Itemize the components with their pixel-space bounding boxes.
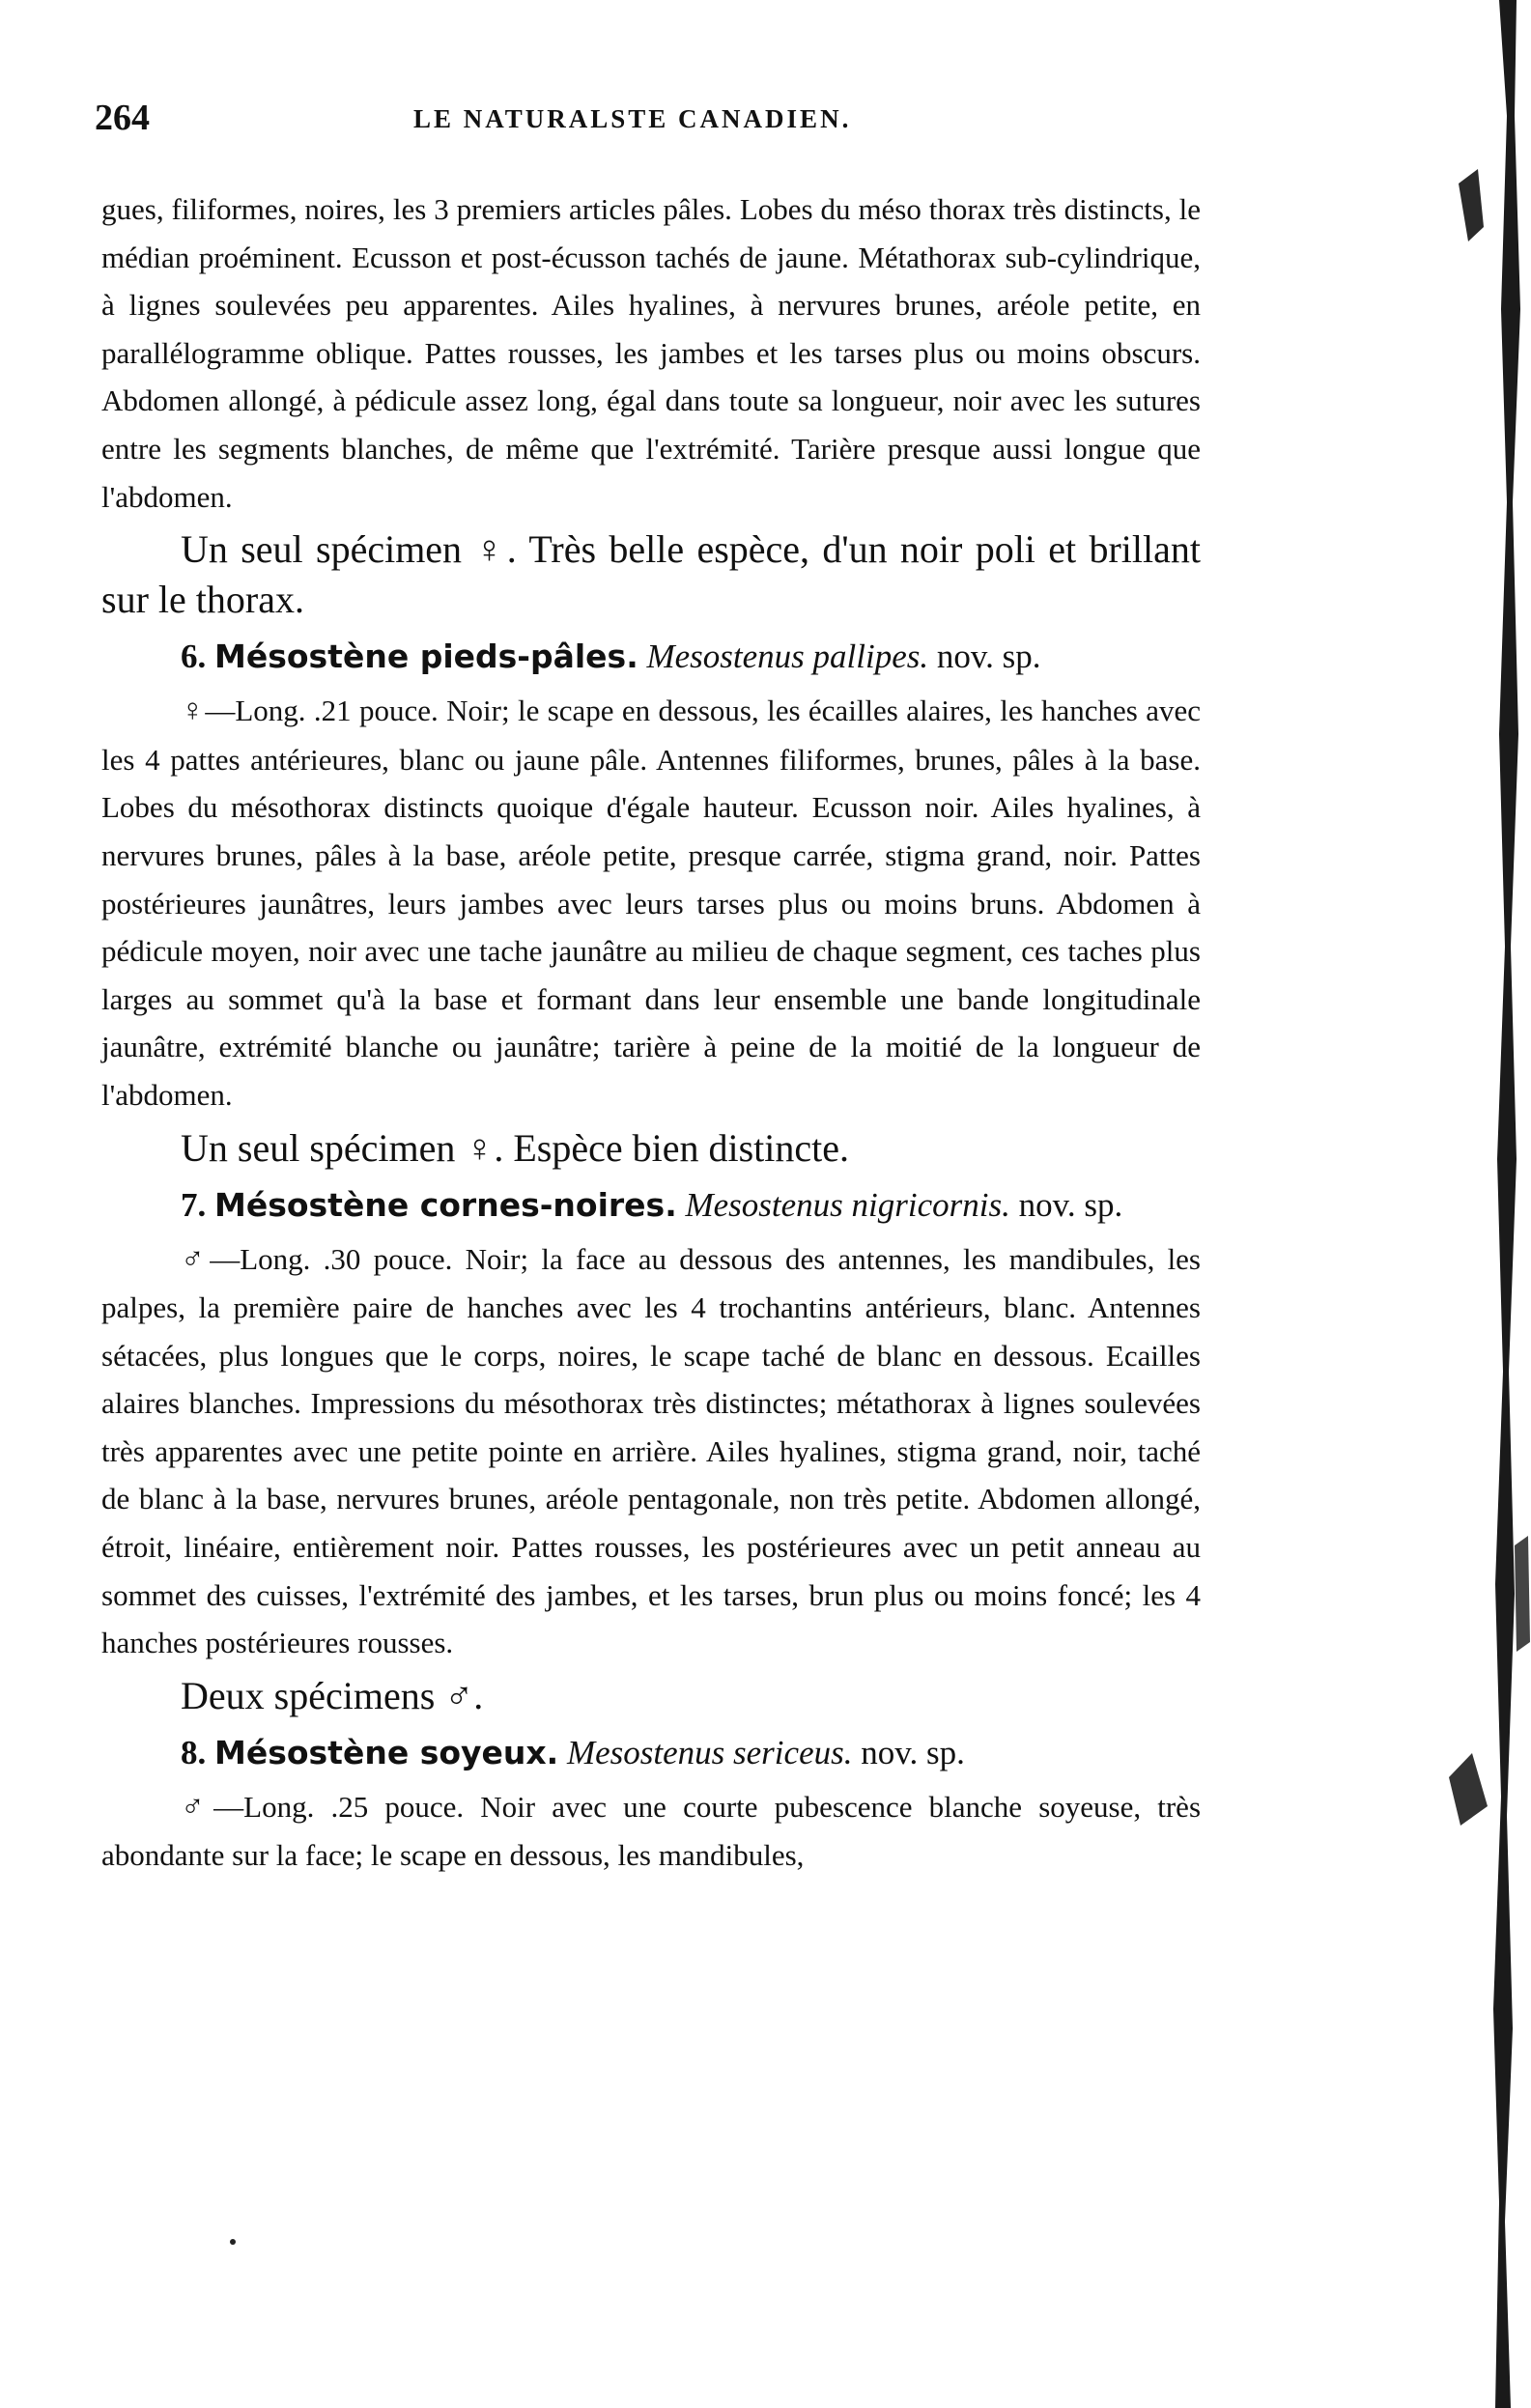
species-8-heading [101, 1727, 1201, 1779]
species-number: 7. [181, 1185, 207, 1224]
species-french-name: Mésostène pieds-pâles. [214, 637, 638, 676]
species-french-name: Mésostène soyeux. [214, 1733, 559, 1771]
species-latin-name: Mesostenus pallipes. [646, 637, 929, 676]
species-5-remark: Un seul spécimen ♀. Très belle espèce, d'un noir poli et brillant sur le thorax. [101, 527, 1201, 622]
species-7-heading [101, 1179, 1201, 1232]
species-number: 6. [181, 637, 207, 676]
species-status: nov. sp. [861, 1733, 965, 1771]
species-6-remark: Un seul spécimen ♀. Espèce bien distincte. [181, 1125, 850, 1170]
species-8-description [101, 1783, 1201, 1880]
page-header [95, 97, 1205, 145]
species-latin-name: Mesostenus nigricornis. [685, 1185, 1010, 1224]
species-7-description [101, 1235, 1201, 1667]
species-number: 8. [181, 1733, 207, 1771]
species-6-heading [101, 631, 1201, 683]
species-5-description: gues, filiformes, noires, les 3 premiers articles pâles. Lobes du méso thorax très distincts, le médian proéminent. Ecusson et post-écusson tachés de jaune. Métathorax sub-cylindrique, à lignes soulevées peu apparentes. Ailes hyalines, à nervures brunes, aréole petite, en parallélogramme oblique. Pattes rousses, les jambes et les tarses plus ou moins obscurs. Abdomen allongé, à pédicule assez long, égal dans toute sa longueur, noir avec les sutures entre les segments blanches, de même que l'extrémité. Tarière presque aussi longue que l'abdomen. [101, 192, 1201, 514]
male-symbol: ♂ [181, 1789, 214, 1825]
species-status: nov. sp. [936, 637, 1041, 676]
running-head: LE NATURALSTE CANADIEN. [413, 104, 852, 133]
male-symbol: ♂ [181, 1241, 211, 1277]
species-8-text: —Long. .25 pouce. Noir avec une courte pubescence blanche soyeuse, très abondante sur la face; le scape en dessous, les mandibules, [101, 1789, 1202, 1873]
species-latin-name: Mesostenus sericeus. [566, 1733, 853, 1771]
species-7-text: —Long. .30 pouce. Noir; la face au dessous des antennes, les mandibules, les palpes, la première paire de hanches avec les 4 trochantins antérieurs, blanc. Antennes sétacées, plus longues que le corps, noires, le scape taché de blanc en dessous. Ecailles alaires blanches. Impressions du mésothorax très distinctes; métathorax à lignes soulevées très apparentes avec une petite pointe en arrière. Ailes hyalines, stigma grand, noir, taché de blanc à la base, nervures brunes, aréole pentagonale, non très petite. Abdomen allongé, étroit, linéaire, entièrement noir. Pattes rousses, les postérieures avec un petit anneau au sommet des cuisses, l'extrémité des jambes, et les tarses, brun plus ou moins foncé; les 4 hanches postérieures rousses. [101, 1241, 1202, 1660]
page-body [101, 185, 1201, 1880]
female-symbol: ♀ [181, 694, 206, 729]
binding-edge-shadow [1439, 0, 1531, 2408]
species-7-remark: Deux spécimens ♂. [181, 1673, 484, 1717]
page-number: 264 [95, 98, 150, 138]
species-6-description [101, 687, 1201, 1119]
ink-speck [230, 2239, 236, 2245]
species-status: nov. sp. [1018, 1185, 1123, 1224]
species-french-name: Mésostène cornes-noires. [214, 1185, 677, 1224]
species-6-text: —Long. .21 pouce. Noir; le scape en dessous, les écailles alaires, les hanches avec les 4 pattes antérieures, blanc ou jaune pâle. Antennes filiformes, brunes, pâles à la base. Lobes du mésothorax distincts quoique d'égale hauteur. Ecusson noir. Ailes hyalines, à nervures brunes, pâles à la base, aréole petite, presque carrée, stigma grand, noir. Pattes postérieures jaunâtres, leurs jambes avec leurs tarses plus ou moins bruns. Abdomen à pédicule moyen, noir avec une tache jaunâtre au milieu de chaque segment, ces taches plus larges au sommet qu'à la base et formant dans leur ensemble une bande longitudinale jaunâtre, extrémité blanche ou jaunâtre; tarière à peine de la moitié de la longueur de l'abdomen. [101, 694, 1202, 1112]
